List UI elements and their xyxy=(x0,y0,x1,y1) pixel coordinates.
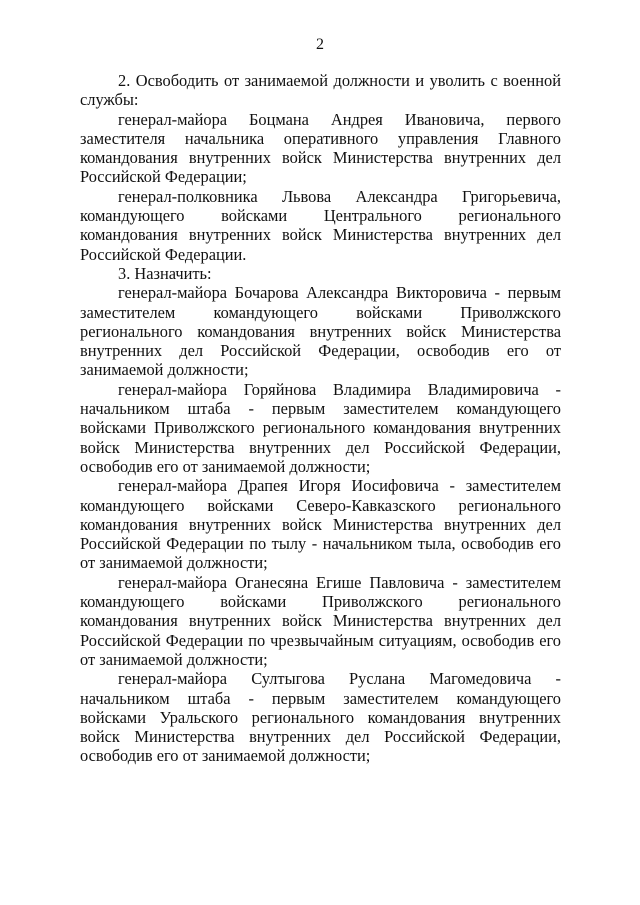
paragraph-release-botsman: генерал-майора Боцмана Андрея Ивановича, первого заместителя начальника оперативного управления Главного командования внутренних войск Министерства внутренних дел Российской Федерации; xyxy=(80,109,561,187)
paragraph-appoint-bocharov: генерал-майора Бочарова Александра Викторовича - первым заместителем командующего войсками Приволжского регионального командования внутренних войск Министерства внутренних дел Российской Федерации, освободив его от занимаемой должности; xyxy=(80,283,561,380)
paragraph-appoint-sultygov: генерал-майора Султыгова Руслана Магомедовича - начальником штаба - первым заместителем командующего войсками Уральского регионального командования внутренних войск Министерства внутренних дел Российской Федерации, освободив его от занимаемой должности; xyxy=(80,669,561,766)
paragraph-release-lvov: генерал-полковника Львова Александра Григорьевича, командующего войсками Центрального регионального командования внутренних войск Министерства внутренних дел Российской Федерации. xyxy=(80,186,561,264)
paragraph-appoint-goryainov: генерал-майора Горяйнова Владимира Владимировича - начальником штаба - первым заместителем командующего войсками Приволжского регионального командования внутренних войск Министерства внутренних дел Российской Федерации, освободив его от занимаемой должности; xyxy=(80,379,561,476)
paragraph-appoint-oganesyan: генерал-майора Оганесяна Егише Павловича - заместителем командующего войсками Приволжского регионального командования внутренних войск Министерства внутренних дел Российской Федерации по чрезвычайным ситуациям, освободив его от занимаемой должности; xyxy=(80,572,561,669)
page-number: 2 xyxy=(316,36,324,53)
paragraph-release-heading: 2. Освободить от занимаемой должности и уволить с военной службы: xyxy=(80,71,561,110)
paragraph-appoint-heading: 3. Назначить: xyxy=(118,263,212,283)
paragraph-appoint-drapei: генерал-майора Драпея Игоря Иосифовича - заместителем командующего войсками Северо-Кавказского регионального командования внутренних войск Министерства внутренних дел Российской Федерации по тылу - начальником тыла, освободив его от занимаемой должности; xyxy=(80,476,561,573)
document-body xyxy=(80,71,561,766)
